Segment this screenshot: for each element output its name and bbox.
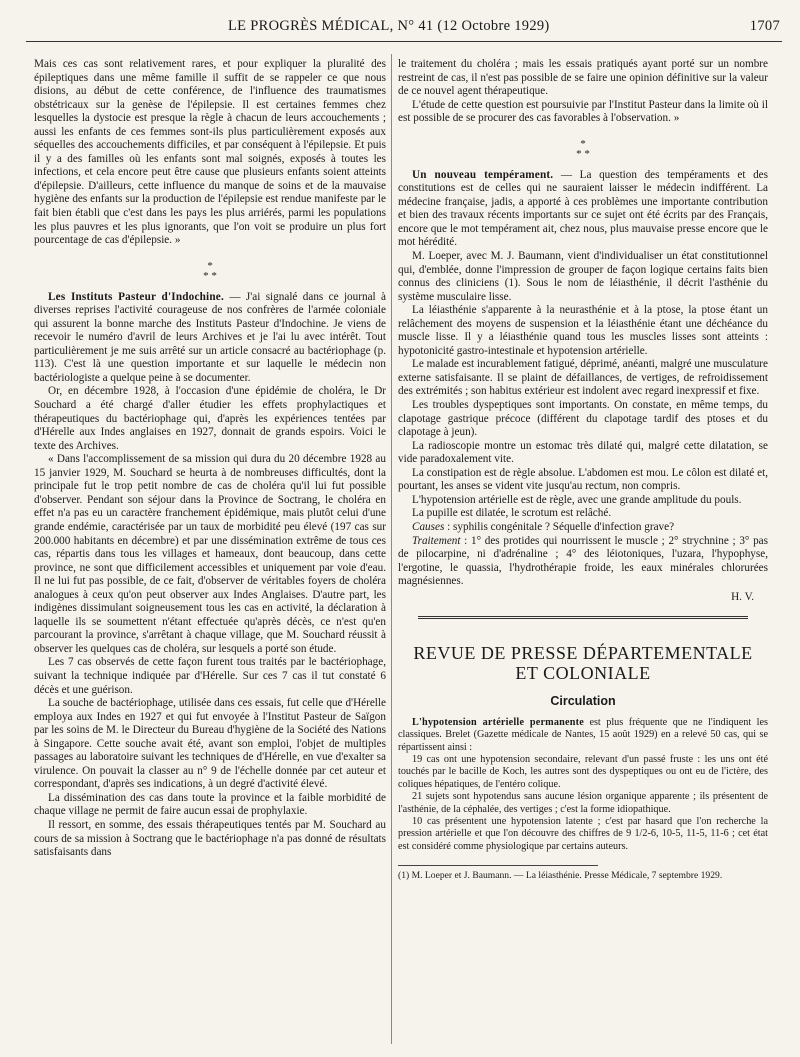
run-in-heading: Les Instituts Pasteur d'Indochine.: [48, 290, 224, 303]
label-traitement: Traitement: [412, 534, 461, 547]
paragraph: Les troubles dyspeptiques sont importants. On constate, en même temps, du clapotage gastrique précoce (différent du clapotage tardif des ptoses et du clapotage à jeun).: [398, 399, 768, 439]
paragraph: L'hypotension artérielle est de règle, avec une grande amplitude du pouls.: [412, 493, 742, 506]
paragraph: Les 7 cas observés de cette façon furent tous traités par le bactériophage, suivant la technique indiquée par d'Hérelle. Sur ces 7 cas il tut constaté 6 décès et une guérison.: [34, 656, 386, 696]
journal-title: LE PROGRÈS MÉDICAL, N° 41 (12 Octobre 1929): [228, 18, 550, 34]
paragraph: le traitement du choléra ; mais les essais pratiqués ayant porté sur un nombre restreint de cas, il n'est pas possible de se faire une opinion définitive sur la valeur de ce nouvel agent thérapeutique.: [398, 58, 768, 98]
paragraph: 19 cas ont une hypotension secondaire, relevant d'un passé fruste : les uns ont été touchés par le bacille de Koch, les autres sont des dyspeptiques ou ont eu de l'ictère, des coliques hépatiques, de l'entéro colique.: [398, 754, 768, 790]
section-title: [398, 643, 768, 683]
left-column: [34, 58, 386, 860]
paragraph: M. Loeper, avec M. J. Baumann, vient d'individualiser un état constitutionnel qui, d'emblée, donne l'impression de grouper de façon logique certains faits bien connus des cliniciens (1). Sous le nom de léiasthénie, il décrit l'asthénie du système musculaire lisse.: [398, 250, 768, 303]
paragraph: La constipation est de règle absolue. L'abdomen est mou. Le côlon est dilaté et, pourtant, les anses se vident vite jusqu'au rectum, non compris.: [398, 466, 768, 493]
section-title-line-1: REVUE DE PRESSE DÉPARTEMENTALE: [413, 643, 753, 664]
paragraph-body: : 1° des protides qui nourrissent le muscle ; 2° strychnine ; 3° pas de pilocarpine, ni d'adrénaline ; 4° des léiotoniques, l'uzara, l'hypophyse, l'ergotine, le quassia, l'hydrothérapie froide, les eaux minérales chlorurées magnésiennes.: [398, 534, 768, 588]
label-causes: Causes: [412, 520, 445, 533]
paragraph: [34, 291, 386, 386]
paragraph: [398, 521, 768, 535]
paragraph: L'étude de cette question est poursuivie par l'Institut Pasteur dans la limite où il est possible de se procurer des cas favorables à l'observation. »: [398, 98, 768, 125]
section-separator: * * *: [576, 137, 590, 160]
paragraph: 10 cas présentent une hypotension latente ; c'est par hasard que l'on recherche la pression artérielle et que l'on découvre des chiffres de 9 1/2-6, 10-5, 11-5, 11-6 ; cet état est considéré comme physiologique par certains auteurs.: [398, 816, 768, 852]
paragraph: La radioscopie montre un estomac très dilaté qui, malgré cette dilatation, se vide paradoxalement vite.: [398, 439, 768, 466]
run-in-heading: L'hypotension artérielle permanente: [412, 716, 584, 728]
paragraph: Le malade est incurablement fatigué, déprimé, anéanti, malgré une musculature externe satisfaisante. Il se plaint de défaillances, de vertiges, de refroidissement des extrémités ; son habitus extérieur est indolent avec regard inexpressif et fixe.: [398, 358, 768, 398]
section-separator: * * *: [203, 259, 217, 282]
paragraph: La pupille est dilatée, le scrotum est relâché.: [412, 507, 612, 520]
header-rule: [26, 41, 782, 42]
footnote: (1) M. Loeper et J. Baumann. — La léiasthénie. Presse Médicale, 7 septembre 1929.: [398, 870, 723, 882]
paragraph-body: est plus fréquente que ne l'indiquent les classiques. Brelet (Gazette médicale de Nantes, 15 août 1929) en a relevé 50 cas, qui se répartissent ainsi :: [398, 716, 768, 753]
paragraph: « Dans l'accomplissement de sa mission qui dura du 20 décembre 1928 au 15 janvier 1929, M. Souchard se heurta à de nombreuses difficultés, dont la principale fut le trop petit nombre de cas de choléra qu'il lui fut possible d'observer. Pendant son séjour dans la Province de Soctrang, le choléra en effet n'a pas eu un caractère franchement épidémique, mais plutôt celui d'une grande endémie, caractérisée par un taux de morbidité peu élevé (197 cas sur 200.000 habitants en décembre) et par une dissémination extrême de tous ces cas, répartis dans tous les villages et hameaux, dont beaucoup, dans cette province, ne sont que difficilement accessibles et uniquement par voie d'eau. Il ne lui fut pas possible, de ce fait, d'observer de véritables foyers de choléra analogues à ceux qu'on peut observer aux Indes Anglaises. D'autre part, les indigènes dissimulant soigneusement tous les cas en activité, la déclaration à laquelle ils se soumettent n'étant effectuée qu'après décès, ce n'est qu'en parcourant la province, s'arrêtant à chaque village, que M. Souchard réussit à observer les quelques cas de choléra, sur lesquels a porté son étude.: [34, 453, 386, 655]
paragraph: 21 sujets sont hypotendus sans aucune lésion organique apparente ; ils présentent de l'asthénie, de la céphalée, des vertiges ; c'est la forme idiopathique.: [398, 791, 768, 815]
run-in-heading: Un nouveau tempérament.: [412, 168, 554, 181]
paragraph: La dissémination des cas dans toute la province et la faible morbidité de chaque village ne permit de faire aucun essai de prophylaxie.: [34, 791, 386, 818]
paragraph: [398, 169, 768, 250]
section-rule: [418, 616, 748, 619]
paragraph: La souche de bactériophage, utilisée dans ces essais, fut celle que d'Hérelle employa aux Indes en 1927 et qui fut envoyée à l'Institut Pasteur de Saïgon par les soins de M. le Directeur du Bureau d'hygiène de la Société des Nations à Singapore. Cette souche avait été, avant son emploi, l'objet de multiples passages au laboratoire suivant les techniques de d'Hérelle, en vue d'exalter sa virulence. On pouvait la classer au n° 9 de l'échelle donnée par cet auteur et correspondant, d'après ses indications, à un degré d'activité élevé.: [34, 697, 386, 791]
paragraph: Or, en décembre 1928, à l'occasion d'une épidémie de choléra, le Dr Souchard a été chargé d'aller étudier les effets prophylactiques et thérapeutiques du bactériophage qui, d'après les expériences tentées par d'Hérelle aux Indes anglaises en 1927, donnait de grands espoirs. Voici le texte des Archives.: [34, 385, 386, 452]
right-column: [398, 58, 768, 882]
page-number: 1707: [749, 18, 780, 34]
paragraph-body: : syphilis congénitale ? Séquelle d'infection grave?: [444, 520, 675, 533]
paragraph: Il ressort, en somme, des essais thérapeutiques tentés par M. Souchard au cours de sa mission à Soctrang que le bactériophage n'a pas donné de résultats satisfaisants dans: [34, 818, 386, 859]
paragraph: [398, 717, 768, 754]
column-divider: [391, 54, 392, 1044]
author-signature: H. V.: [731, 590, 754, 603]
paragraph-body: — J'ai signalé dans ce journal à diverses reprises l'activité courageuse de nos confrères de l'armée coloniale qui assurent la bonne marche des Instituts Pasteur d'Indochine. Je viens de recevoir le numéro d'avril de leurs Archives et je l'ai lu avec intérêt. Tout particulièrement je me suis arrêté sur un article consacré au bactériophage (p. 113). C'est là une question importante et sur laquelle le médecin non bactériologiste a quelque peine à se documenter.: [34, 290, 386, 384]
section-title-line-2: ET COLONIALE: [515, 663, 651, 684]
paragraph-body: — La question des tempéraments et des constitutions est de celles qui ne sauraient laisser le médecin indifférent. La médecine française, jadis, a apporté à ces problèmes une importante contribution et bien des travaux récents importants sur ce sujet ont été écrits par des Français, encore que le mot tempérament ait, chez nous, plus mauvaise presse encore que le mot hérédité.: [398, 168, 768, 249]
subsection-heading: Circulation: [550, 694, 616, 709]
footnote-rule: [398, 865, 598, 866]
paragraph: La léiasthénie s'apparente à la neurasthénie et à la ptose, la ptose étant un relâchement des moyens de suspension et la léiasthénie étant une déchéance du muscle lisse. Il y a léiasthénie quand tous les muscles lisses sont atteints : hypotonicité gastro-intestinale et hypotension artérielle.: [398, 304, 768, 357]
page-header: [28, 18, 780, 40]
paragraph: [398, 535, 768, 589]
paragraph: Mais ces cas sont relativement rares, et pour expliquer la pluralité des épileptiques dans une même famille il suffit de se rappeler ce que nous disions, au début de cette conférence, de l'influence des traumatismes obstétricaux sur la genèse de l'épilepsie. Il est certaines femmes chez lesquelles la dystocie est presque la règle à chacun de leurs accouchements ; aussi les enfants de ces femmes sont-ils plus particulièrement exposés aux séquelles des accouchements difficiles, et par conséquent à l'épilepsie. Et puis il y a des familles où les enfants sont mal soignés, exposés à toutes les infections, et cela encore peut être cause que plusieurs enfants soient atteints d'épilepsie. D'ailleurs, cette influence du manque de soins et de la mauvaise hygiène des enfants sur la production de l'épilepsie est rendue manifeste par le fait bien établi que c'est dans les pays les plus arriérés, parmi les populations les plus pauvres et les plus ignorants, que l'on voit se produire un plus fort pourcentage de cas d'épilepsie. »: [34, 58, 386, 247]
